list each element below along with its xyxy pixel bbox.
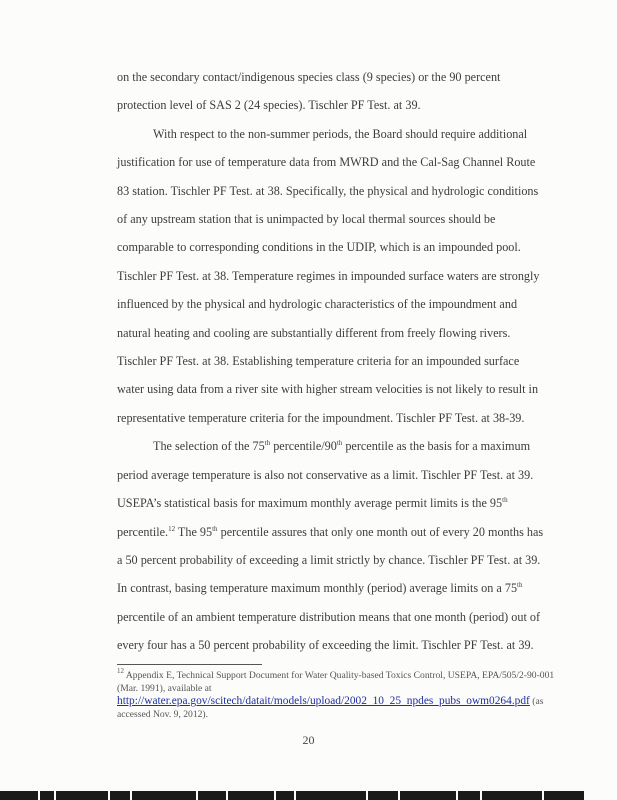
scan-mark [276,791,294,800]
footnote-text: Appendix E, Technical Support Document for Water Quality-based Toxics Control, USEPA, EPA/505/2-90-001 (Mar. 1991), available at [117,670,555,694]
scan-mark [228,791,274,800]
scan-mark [56,791,108,800]
text-segment: percentile. [117,524,169,539]
scan-mark [132,791,196,800]
superscript: th [264,439,271,448]
page-number: 20 [302,733,315,747]
scan-mark [40,791,54,800]
scan-mark [198,791,226,800]
paragraph-continuation: on the secondary contact/indigenous species class (9 species) or the 90 percent protection level of SAS 2 (24 species). Tischler PF Test. at 39. [117,70,501,113]
scan-mark [110,791,130,800]
scan-mark [458,791,480,800]
text-segment: The selection of the 75 [153,439,265,454]
text-segment: The 95 [175,524,213,539]
scan-mark [482,791,542,800]
paragraph-non-summer: With respect to the non-summer periods, the Board should require additional justification for use of temperature data from MWRD and the Cal-Sag Channel Route 83 station. Tischler PF Test. at 38. Specifically, the physical and hydrologic conditions of any upstream station that is unimpacted by local thermal sources should be comparable to corresponding conditions in the UDIP, which is an impounded pool. Tischler PF Test. at 38. Temperature regimes in impounded surface waters are strongly influenced by the physical and hydrologic characteristics of the impoundment and natural heating and cooling are substantially different from freely flowing rivers. Tischler PF Test. at 38. Establishing temperature criteria for an impounded surface water using data from a river site with higher stream velocities is not likely to result in representative temperature criteria for the impoundment. Tischler PF Test. at 38-39. [117,126,540,425]
superscript: th [336,439,343,448]
scan-edge-strip [0,791,617,800]
scan-mark [400,791,456,800]
footnote [117,667,557,721]
body-text [117,63,547,660]
superscript: th [212,524,218,533]
scan-mark [296,791,366,800]
text-segment: percentile assures that only one month out of every 20 months has a 50 percent probability of exceeding a limit strictly by chance. Tischler PF Test. at 39. In contrast, basing temperature maximum monthly (period) average limits on a 75 [117,524,544,596]
footnote-access-note: (as accessed Nov. 9, 2012). [117,696,544,720]
text-segment: percentile as the basis for a maximum period average temperature is also not conservative as a limit. Tischler PF Test. at 39. USEPA’s statistical basis for maximum monthly average permit limits is the 95 [117,439,534,511]
paragraph-percentile [117,432,547,659]
text-segment: percentile of an ambient temperature distribution means that one month (period) out of every four has a 50 percent probability of exceeding the limit. Tischler PF Test. at 39. [117,609,541,653]
superscript: th [517,581,523,590]
scan-mark [0,791,38,800]
footnote-reference[interactable]: 12 [168,524,176,533]
scan-mark [368,791,398,800]
footnote-link[interactable]: http://water.epa.gov/scitech/datait/models/upload/2002_10_25_npdes_pubs_owm0264.pdf [117,695,530,707]
superscript: th [502,496,508,505]
footnote-separator [117,664,262,665]
footnote-number: 12 [117,667,124,675]
scan-mark [544,791,584,800]
text-segment: percentile/90 [270,439,337,454]
